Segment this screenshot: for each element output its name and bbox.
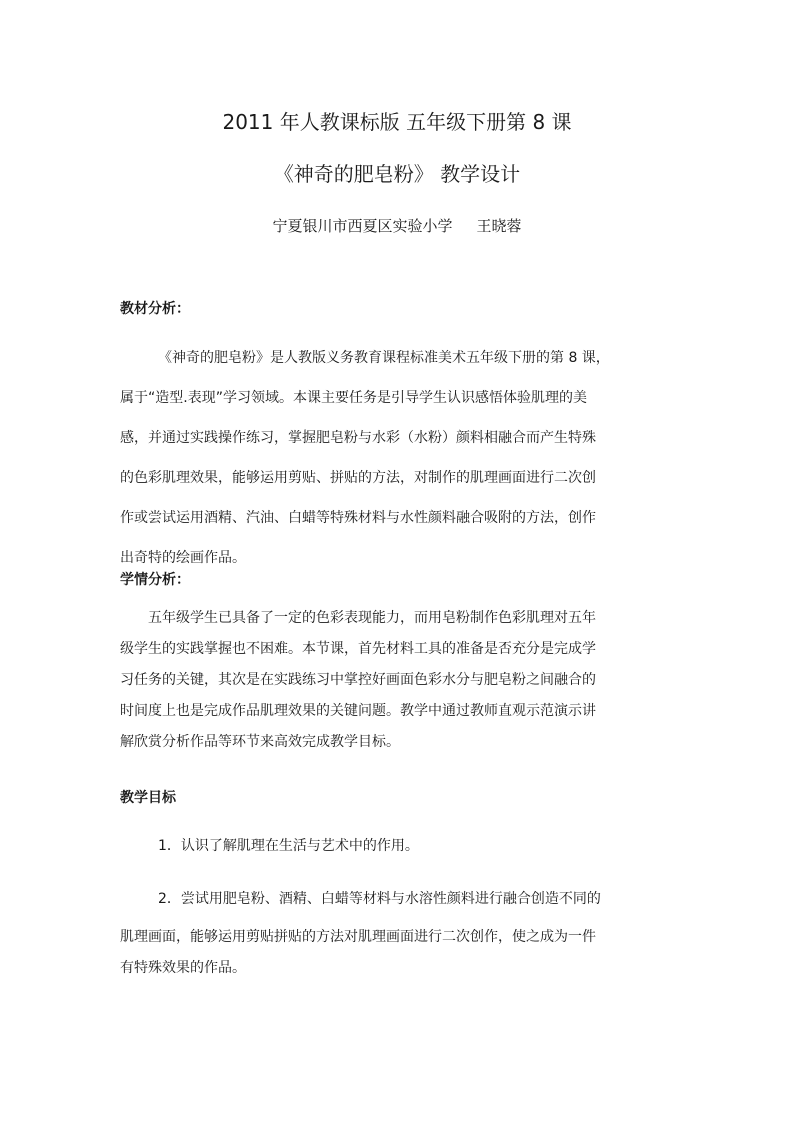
school-name: 宁夏银川市西夏区实验小学 xyxy=(272,217,453,235)
objective-item-1 xyxy=(120,831,680,862)
section-heading-students: 学情分析： xyxy=(120,572,190,588)
paragraph-line: 习任务的关键，其次是在实践练习中掌控好画面色彩水分与肥皂粉之间融合的 xyxy=(120,672,596,688)
paragraph-line: 作或尝试运用酒精、汽油、白蜡等特殊材料与水性颜料融合吸附的方法，创作 xyxy=(120,510,596,526)
paragraph-line: 五年级学生已具备了一定的色彩表现能力，而用皂粉制作色彩肌理对五年 xyxy=(148,610,596,626)
lesson-title: 《神奇的肥皂粉》 教学设计 xyxy=(273,162,521,186)
author-line xyxy=(0,212,794,240)
paragraph-line: 出奇特的绘画作品。 xyxy=(120,550,246,566)
objective-line: 2．尝试用肥皂粉、酒精、白蜡等材料与水溶性颜料进行融合创造不同的 xyxy=(158,891,601,907)
objective-line: 1．认识了解肌理在生活与艺术中的作用。 xyxy=(158,838,419,854)
objective-line: 肌理画面，能够运用剪贴拼贴的方法对肌理画面进行二次创作，使之成为一件 xyxy=(120,929,596,945)
section-heading-textbook: 教材分析： xyxy=(120,301,190,317)
paragraph-line: 的色彩肌理效果，能够运用剪贴、拼贴的方法，对制作的肌理画面进行二次创 xyxy=(120,470,596,486)
paragraph-line: 级学生的实践掌握也不困难。本节课，首先材料工具的准备是否充分是完成学 xyxy=(120,641,596,657)
paragraph-line: 时间度上也是完成作品肌理效果的关键问题。教学中通过教师直观示范演示讲 xyxy=(120,703,596,719)
objective-item-2 xyxy=(120,884,680,984)
paragraph-line: 《神奇的肥皂粉》是人教版义务教育课程标准美术五年级下册的第 8 课， xyxy=(158,350,610,366)
paragraph-line: 解欣赏分析作品等环节来高效完成教学目标。 xyxy=(120,734,400,750)
document-title: 2011 年人教课标版 五年级下册第 8 课 xyxy=(222,110,572,134)
section-heading-objectives: 教学目标 xyxy=(120,790,176,806)
textbook-analysis-paragraph xyxy=(120,343,680,574)
objective-line: 有特殊效果的作品。 xyxy=(120,960,246,976)
student-analysis-paragraph xyxy=(120,603,680,758)
paragraph-line: 感，并通过实践操作练习，掌握肥皂粉与水彩（水粉）颜料相融合而产生特殊 xyxy=(120,430,596,446)
paragraph-line: 属于“造型.表现”学习领域。本课主要任务是引导学生认识感悟体验肌理的美 xyxy=(120,390,587,406)
author-name: 王晓蓉 xyxy=(476,217,522,235)
